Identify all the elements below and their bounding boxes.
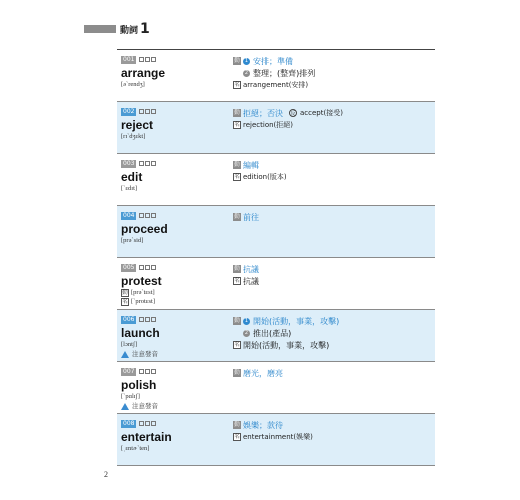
definition-text: edition(版本) xyxy=(243,172,287,181)
entry-left xyxy=(121,55,225,89)
definition-line xyxy=(233,315,433,327)
antonym-text: accept(接受) xyxy=(300,108,343,117)
checkbox-icon[interactable] xyxy=(139,369,144,374)
entry-number: 008 xyxy=(123,419,135,427)
pos-tag: 名 xyxy=(234,174,240,180)
entry-ipa: [ə`rendʒ] xyxy=(121,81,145,88)
definition-line xyxy=(233,339,433,351)
vocab-entry xyxy=(117,258,435,310)
checkbox-icon[interactable] xyxy=(151,161,156,166)
entry-number-line xyxy=(121,159,225,168)
pos-tag: 名 xyxy=(122,298,128,305)
entry-left xyxy=(121,367,225,411)
entry-ipa: [prə`sid] xyxy=(121,237,144,244)
entry-number: 007 xyxy=(123,367,135,375)
entry-number: 006 xyxy=(123,315,135,323)
entry-number-line xyxy=(121,211,225,220)
entry-number: 004 xyxy=(123,211,135,219)
checkboxes xyxy=(139,265,157,270)
pos-tag: 動 xyxy=(234,110,240,116)
pos-tag: 動 xyxy=(234,370,240,376)
sense-number-icon: 1 xyxy=(244,58,249,64)
pos-tag: 動 xyxy=(234,162,240,168)
sense-number-icon: 2 xyxy=(244,330,249,336)
definition-text: 前往 xyxy=(243,212,259,222)
checkbox-icon[interactable] xyxy=(145,161,150,166)
checkbox-icon[interactable] xyxy=(151,265,156,270)
definition-line xyxy=(233,275,433,287)
pos-tag: 動 xyxy=(234,318,240,324)
entry-definitions xyxy=(233,55,433,91)
definition-line xyxy=(233,419,433,431)
entry-number: 002 xyxy=(123,107,135,115)
entry-number-line xyxy=(121,107,225,116)
header-title: 動詞 xyxy=(120,25,139,36)
entry-number: 003 xyxy=(123,159,135,167)
checkboxes xyxy=(139,213,157,218)
definition-line xyxy=(233,55,433,67)
sense-number-icon: 1 xyxy=(244,318,249,324)
definition-text: 拒絕；否決 xyxy=(243,108,283,118)
warning-text: 注意發音 xyxy=(132,350,158,358)
entry-left xyxy=(121,315,225,359)
checkbox-icon[interactable] xyxy=(145,421,150,426)
pos-tag: 動 xyxy=(234,266,240,272)
pos-tag: 名 xyxy=(234,122,240,128)
header-number: 1 xyxy=(140,21,150,37)
definition-text: rejection(拒絕) xyxy=(243,120,294,129)
definition-line xyxy=(233,171,433,183)
entry-word: protest xyxy=(121,274,162,288)
entry-ipa: [rɪ`dʒɛkt] xyxy=(121,133,146,140)
checkbox-icon[interactable] xyxy=(145,317,150,322)
entry-word: polish xyxy=(121,378,157,392)
entry-ipa: [prə`tɛst] xyxy=(131,289,155,296)
entry-word: reject xyxy=(121,118,154,132)
warning-icon xyxy=(121,351,129,358)
entry-definitions xyxy=(233,263,433,287)
definition-text: 娛樂；款待 xyxy=(243,420,283,430)
definition-text: 整理；(整齊)排列 xyxy=(253,68,316,78)
chapter-header xyxy=(84,22,150,36)
checkboxes xyxy=(139,57,157,62)
vocab-entry xyxy=(117,50,435,102)
entry-left xyxy=(121,419,225,453)
vocab-entry xyxy=(117,206,435,258)
entry-number: 005 xyxy=(123,263,135,271)
entry-left xyxy=(121,107,225,141)
entry-number-line xyxy=(121,419,225,428)
entry-word: arrange xyxy=(121,66,166,80)
entry-definitions xyxy=(233,159,433,183)
vocab-entry xyxy=(117,362,435,414)
definition-line xyxy=(233,263,433,275)
entry-left xyxy=(121,211,225,245)
entry-ipa: [`ɛdɪt] xyxy=(121,185,138,192)
checkbox-icon[interactable] xyxy=(151,109,156,114)
checkboxes xyxy=(139,421,157,426)
checkbox-icon[interactable] xyxy=(145,369,150,374)
entry-number-line xyxy=(121,55,225,64)
definition-line xyxy=(233,67,433,79)
definition-text: 編輯 xyxy=(243,160,259,170)
checkbox-icon[interactable] xyxy=(145,109,150,114)
checkboxes xyxy=(139,369,157,374)
checkbox-icon[interactable] xyxy=(139,213,144,218)
pos-tag: 動 xyxy=(234,422,240,428)
entry-definitions xyxy=(233,211,433,223)
checkbox-icon[interactable] xyxy=(145,57,150,62)
checkbox-icon[interactable] xyxy=(139,317,144,322)
checkboxes xyxy=(139,317,157,322)
definition-text: 安排；準備 xyxy=(253,56,293,66)
definition-line xyxy=(233,107,433,119)
vocab-entry xyxy=(117,102,435,154)
checkbox-icon[interactable] xyxy=(151,317,156,322)
entry-word: entertain xyxy=(121,430,172,444)
definition-text: 推出(產品) xyxy=(253,328,292,338)
definition-line xyxy=(233,79,433,91)
definition-line xyxy=(233,159,433,171)
checkbox-icon[interactable] xyxy=(151,421,156,426)
checkbox-icon[interactable] xyxy=(139,265,144,270)
definition-line xyxy=(233,327,433,339)
definition-text: 抗議 xyxy=(243,264,259,274)
pos-tag: 動 xyxy=(234,58,240,64)
header-bar xyxy=(84,25,116,33)
entry-number-line xyxy=(121,315,225,324)
definition-text: arrangement(安排) xyxy=(243,80,309,89)
warning-icon xyxy=(121,403,129,410)
pronunciation-warning xyxy=(121,402,225,411)
definition-text: entertainment(娛樂) xyxy=(243,432,313,441)
checkbox-icon[interactable] xyxy=(139,161,144,166)
warning-text: 注意發音 xyxy=(132,402,158,410)
entry-word: proceed xyxy=(121,222,168,236)
pronunciation-warning xyxy=(121,350,225,359)
checkbox-icon[interactable] xyxy=(145,213,150,218)
pos-tag: 名 xyxy=(234,342,240,348)
entry-definitions xyxy=(233,315,433,351)
checkbox-icon[interactable] xyxy=(151,369,156,374)
definition-line xyxy=(233,211,433,223)
entry-definitions xyxy=(233,419,433,443)
entry-pos-ipa xyxy=(121,297,225,306)
pos-tag: 動 xyxy=(234,214,240,220)
entry-definitions xyxy=(233,367,433,379)
entry-ipa: [ˌɛntɚ`ten] xyxy=(121,445,150,452)
pos-tag: 名 xyxy=(234,278,240,284)
pos-tag: 動 xyxy=(122,289,128,296)
entry-ipa: [lɔntʃ] xyxy=(121,341,138,348)
entry-pos-ipa xyxy=(121,288,225,297)
checkbox-icon[interactable] xyxy=(145,265,150,270)
definition-line xyxy=(233,367,433,379)
checkbox-icon[interactable] xyxy=(151,213,156,218)
entry-number: 001 xyxy=(123,55,135,63)
entry-ipa: [`pɑlɪʃ] xyxy=(121,393,140,400)
antonym-icon: 反 xyxy=(290,110,296,117)
entry-definitions xyxy=(233,107,433,131)
vocab-entry xyxy=(117,154,435,206)
checkboxes xyxy=(139,161,157,166)
sense-number-icon: 2 xyxy=(244,70,249,76)
entry-ipa: [`protɛst] xyxy=(131,298,156,305)
definition-text: 開始(活動，事業，攻擊) xyxy=(243,340,330,350)
entry-number-line xyxy=(121,367,225,376)
checkbox-icon[interactable] xyxy=(139,57,144,62)
checkbox-icon[interactable] xyxy=(139,109,144,114)
definition-line xyxy=(233,119,433,131)
entry-left xyxy=(121,263,225,306)
pos-tag: 名 xyxy=(234,82,240,88)
definition-text: 抗議 xyxy=(243,276,259,286)
entry-number-line xyxy=(121,263,225,272)
checkboxes xyxy=(139,109,157,114)
entry-left xyxy=(121,159,225,193)
definition-text: 磨光，磨亮 xyxy=(243,368,283,378)
definition-line xyxy=(233,431,433,443)
pos-tag: 名 xyxy=(234,434,240,440)
entry-word: edit xyxy=(121,170,143,184)
page-number: 2 xyxy=(104,470,108,479)
vocab-entry xyxy=(117,414,435,466)
checkbox-icon[interactable] xyxy=(151,57,156,62)
definition-text: 開始(活動，事業，攻擊) xyxy=(253,316,340,326)
vocab-entry xyxy=(117,310,435,362)
entry-word: launch xyxy=(121,326,160,340)
vocabulary-list xyxy=(117,49,435,466)
checkbox-icon[interactable] xyxy=(139,421,144,426)
